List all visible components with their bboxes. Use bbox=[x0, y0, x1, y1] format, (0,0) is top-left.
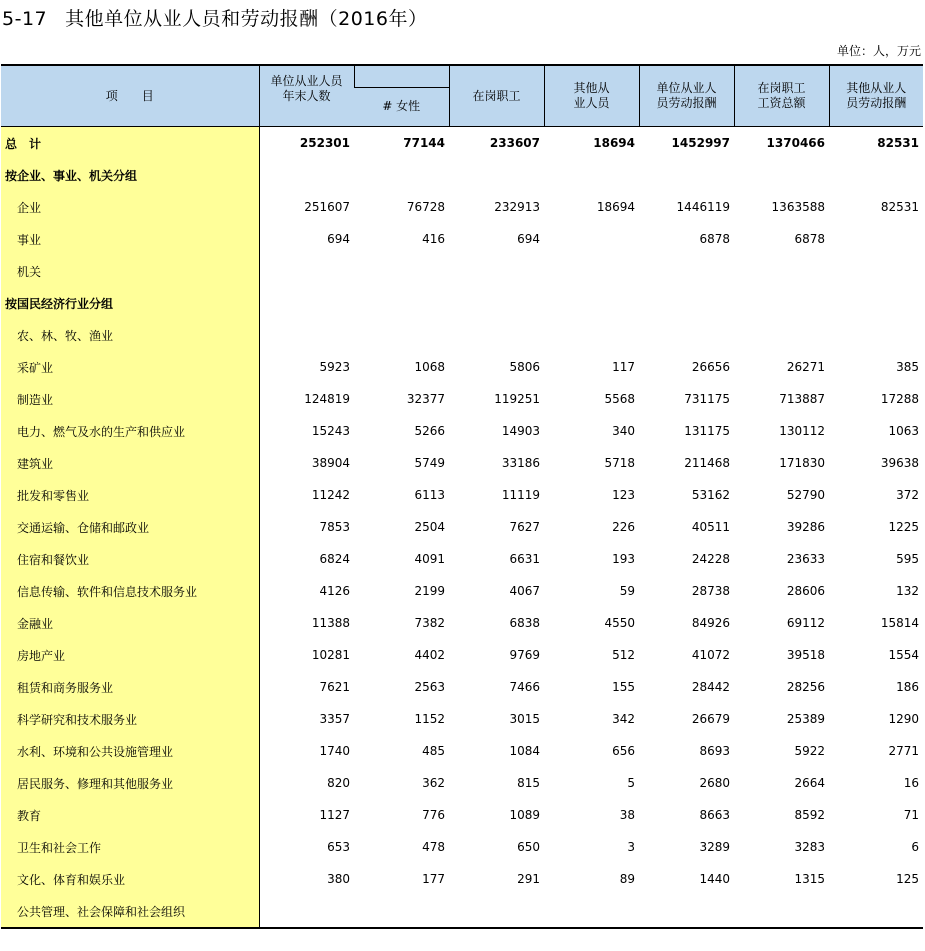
row-value bbox=[639, 895, 734, 928]
table-row bbox=[1, 735, 923, 767]
row-value: 59 bbox=[619, 584, 635, 598]
row-value: 2504 bbox=[414, 520, 445, 534]
row-value: 1440 bbox=[699, 872, 730, 886]
row-value bbox=[354, 159, 449, 191]
table-row bbox=[1, 575, 923, 607]
table-row bbox=[1, 415, 923, 447]
row-value: 1554 bbox=[888, 648, 919, 662]
row-value: 7621 bbox=[319, 680, 350, 694]
row-label: 事业 bbox=[1, 223, 259, 255]
row-value: 820 bbox=[327, 776, 350, 790]
row-value: 342 bbox=[612, 712, 635, 726]
row-value: 3015 bbox=[509, 712, 540, 726]
table-body bbox=[1, 127, 923, 929]
row-value: 41072 bbox=[691, 648, 730, 662]
row-value bbox=[639, 287, 734, 319]
row-value bbox=[734, 319, 829, 351]
header-employed bbox=[259, 65, 354, 127]
row-label: 农、林、牧、渔业 bbox=[1, 319, 259, 351]
row-value: 653 bbox=[327, 840, 350, 854]
row-value: 18694 bbox=[596, 200, 635, 214]
row-value: 24228 bbox=[691, 552, 730, 566]
row-value: 171830 bbox=[779, 456, 825, 470]
row-value: 15814 bbox=[880, 616, 919, 630]
row-value: 39518 bbox=[786, 648, 825, 662]
row-label: 交通运输、仓储和邮政业 bbox=[1, 511, 259, 543]
page-title bbox=[2, 4, 427, 31]
row-value: 1127 bbox=[319, 808, 350, 822]
table-row bbox=[1, 383, 923, 415]
header-other-line2: 业人员 bbox=[573, 96, 610, 110]
unit-note: 单位：人，万元 bbox=[836, 44, 921, 58]
row-label: 机关 bbox=[1, 255, 259, 287]
row-value: 485 bbox=[422, 744, 445, 758]
row-value: 117 bbox=[612, 360, 635, 374]
row-value bbox=[259, 255, 354, 287]
row-value: 251607 bbox=[304, 200, 350, 214]
row-label: 住宿和餐饮业 bbox=[1, 543, 259, 575]
row-value: 694 bbox=[327, 232, 350, 246]
row-value: 656 bbox=[612, 744, 635, 758]
row-value: 25389 bbox=[786, 712, 825, 726]
row-value: 5923 bbox=[319, 360, 350, 374]
row-value: 5568 bbox=[604, 392, 635, 406]
row-value: 2199 bbox=[414, 584, 445, 598]
row-value: 32377 bbox=[406, 392, 445, 406]
row-value: 291 bbox=[517, 872, 540, 886]
row-value: 69112 bbox=[786, 616, 825, 630]
row-value: 694 bbox=[517, 232, 540, 246]
row-value bbox=[829, 255, 923, 287]
header-labor bbox=[639, 65, 734, 127]
row-value: 7382 bbox=[414, 616, 445, 630]
row-value: 1089 bbox=[509, 808, 540, 822]
header-employed-line1: 单位从业人员 bbox=[270, 74, 343, 88]
table-row bbox=[1, 703, 923, 735]
row-value: 2664 bbox=[794, 776, 825, 790]
row-value: 52790 bbox=[786, 488, 825, 502]
row-value: 1084 bbox=[509, 744, 540, 758]
row-value: 3357 bbox=[319, 712, 350, 726]
row-value: 8693 bbox=[699, 744, 730, 758]
row-label: 信息传输、软件和信息技术服务业 bbox=[1, 575, 259, 607]
row-value: 26679 bbox=[691, 712, 730, 726]
row-value bbox=[829, 319, 923, 351]
row-value: 40511 bbox=[691, 520, 730, 534]
row-value: 6824 bbox=[319, 552, 350, 566]
row-value: 512 bbox=[612, 648, 635, 662]
row-label: 房地产业 bbox=[1, 639, 259, 671]
header-female-spacer bbox=[354, 65, 449, 87]
row-value: 1452997 bbox=[671, 136, 730, 150]
row-value bbox=[734, 895, 829, 928]
row-value: 18694 bbox=[593, 136, 635, 150]
row-value: 89 bbox=[619, 872, 635, 886]
table-row bbox=[1, 831, 923, 863]
row-value: 1225 bbox=[888, 520, 919, 534]
table-number: 5-17 bbox=[2, 8, 48, 30]
header-wage bbox=[734, 65, 829, 127]
table-row bbox=[1, 799, 923, 831]
row-value: 177 bbox=[422, 872, 445, 886]
table-row bbox=[1, 767, 923, 799]
row-value: 5718 bbox=[604, 456, 635, 470]
row-value bbox=[544, 287, 639, 319]
row-value: 123 bbox=[612, 488, 635, 502]
header-labor-line1: 单位从业人 bbox=[656, 81, 717, 95]
row-value: 11119 bbox=[501, 488, 540, 502]
row-label: 批发和零售业 bbox=[1, 479, 259, 511]
row-value: 3289 bbox=[699, 840, 730, 854]
row-value: 193 bbox=[612, 552, 635, 566]
row-value bbox=[829, 159, 923, 191]
header-on-post: 在岗职工 bbox=[449, 65, 544, 127]
row-value: 84926 bbox=[691, 616, 730, 630]
row-value: 211468 bbox=[684, 456, 730, 470]
row-value: 595 bbox=[896, 552, 919, 566]
row-value: 53162 bbox=[691, 488, 730, 502]
row-value bbox=[544, 223, 639, 255]
row-value bbox=[639, 255, 734, 287]
row-value: 28606 bbox=[786, 584, 825, 598]
row-value: 5749 bbox=[414, 456, 445, 470]
row-value: 14903 bbox=[501, 424, 540, 438]
row-value bbox=[544, 895, 639, 928]
row-value bbox=[259, 895, 354, 928]
row-value: 11242 bbox=[311, 488, 350, 502]
row-value bbox=[259, 319, 354, 351]
row-value: 82531 bbox=[877, 136, 919, 150]
row-value: 11388 bbox=[311, 616, 350, 630]
table-row bbox=[1, 191, 923, 223]
row-value: 713887 bbox=[779, 392, 825, 406]
row-value bbox=[449, 255, 544, 287]
row-value: 76728 bbox=[406, 200, 445, 214]
row-label: 按企业、事业、机关分组 bbox=[1, 159, 259, 191]
row-value: 1315 bbox=[794, 872, 825, 886]
row-value: 6878 bbox=[699, 232, 730, 246]
row-value: 8592 bbox=[794, 808, 825, 822]
row-label: 按国民经济行业分组 bbox=[1, 287, 259, 319]
row-label: 采矿业 bbox=[1, 351, 259, 383]
row-value: 28256 bbox=[786, 680, 825, 694]
row-value: 7853 bbox=[319, 520, 350, 534]
row-value bbox=[354, 287, 449, 319]
header-item: 项 目 bbox=[1, 65, 259, 127]
row-value: 155 bbox=[612, 680, 635, 694]
row-value: 8663 bbox=[699, 808, 730, 822]
row-value: 10281 bbox=[311, 648, 350, 662]
row-value bbox=[829, 287, 923, 319]
row-value: 3 bbox=[627, 840, 635, 854]
row-value: 38 bbox=[619, 808, 635, 822]
row-value: 28442 bbox=[691, 680, 730, 694]
row-label: 电力、燃气及水的生产和供应业 bbox=[1, 415, 259, 447]
row-value: 130112 bbox=[779, 424, 825, 438]
row-value: 1290 bbox=[888, 712, 919, 726]
row-value: 226 bbox=[612, 520, 635, 534]
row-value bbox=[829, 223, 923, 255]
table-row bbox=[1, 287, 923, 319]
row-value: 5922 bbox=[794, 744, 825, 758]
row-value: 340 bbox=[612, 424, 635, 438]
row-value: 362 bbox=[422, 776, 445, 790]
row-value: 776 bbox=[422, 808, 445, 822]
row-value: 385 bbox=[896, 360, 919, 374]
row-value bbox=[259, 159, 354, 191]
header-wage-line2: 工资总额 bbox=[757, 96, 806, 110]
header-other-line1: 其他从 bbox=[573, 81, 610, 95]
row-value: 5806 bbox=[509, 360, 540, 374]
row-value bbox=[354, 895, 449, 928]
row-value: 15243 bbox=[311, 424, 350, 438]
row-value bbox=[639, 319, 734, 351]
row-label: 租赁和商务服务业 bbox=[1, 671, 259, 703]
row-value: 416 bbox=[422, 232, 445, 246]
row-value: 6878 bbox=[794, 232, 825, 246]
row-value: 1363588 bbox=[771, 200, 825, 214]
table-row bbox=[1, 127, 923, 160]
row-value: 39638 bbox=[880, 456, 919, 470]
row-value: 124819 bbox=[304, 392, 350, 406]
row-label: 文化、体育和娱乐业 bbox=[1, 863, 259, 895]
row-value bbox=[734, 159, 829, 191]
row-value: 6838 bbox=[509, 616, 540, 630]
row-value: 6631 bbox=[509, 552, 540, 566]
row-value: 17288 bbox=[880, 392, 919, 406]
row-value: 28738 bbox=[691, 584, 730, 598]
table-row bbox=[1, 255, 923, 287]
table-row bbox=[1, 223, 923, 255]
row-value: 1068 bbox=[414, 360, 445, 374]
row-label: 金融业 bbox=[1, 607, 259, 639]
row-value: 2771 bbox=[888, 744, 919, 758]
row-value bbox=[449, 287, 544, 319]
row-value bbox=[829, 895, 923, 928]
row-value bbox=[449, 319, 544, 351]
row-value bbox=[544, 159, 639, 191]
row-label: 科学研究和技术服务业 bbox=[1, 703, 259, 735]
row-label: 公共管理、社会保障和社会组织 bbox=[1, 895, 259, 928]
row-value: 1152 bbox=[414, 712, 445, 726]
row-value: 233607 bbox=[489, 136, 540, 150]
row-value: 5266 bbox=[414, 424, 445, 438]
row-value: 39286 bbox=[786, 520, 825, 534]
row-label: 制造业 bbox=[1, 383, 259, 415]
table-row bbox=[1, 159, 923, 191]
row-value: 4402 bbox=[414, 648, 445, 662]
table-row bbox=[1, 671, 923, 703]
row-value bbox=[734, 287, 829, 319]
row-value: 1370466 bbox=[766, 136, 825, 150]
row-value bbox=[449, 159, 544, 191]
row-value: 372 bbox=[896, 488, 919, 502]
table-row bbox=[1, 639, 923, 671]
header-female: # 女性 bbox=[354, 87, 449, 127]
table-row bbox=[1, 895, 923, 928]
row-value: 4126 bbox=[319, 584, 350, 598]
row-label: 建筑业 bbox=[1, 447, 259, 479]
row-value: 131175 bbox=[684, 424, 730, 438]
row-label: 卫生和社会工作 bbox=[1, 831, 259, 863]
header-employed-line2: 年末人数 bbox=[282, 89, 331, 103]
row-label: 企业 bbox=[1, 191, 259, 223]
header-other-pay bbox=[829, 65, 923, 127]
header-other-pay-line1: 其他从业人 bbox=[846, 81, 907, 95]
row-value: 252301 bbox=[299, 136, 350, 150]
row-value: 6 bbox=[911, 840, 919, 854]
row-value: 26271 bbox=[786, 360, 825, 374]
table-row bbox=[1, 351, 923, 383]
table-row bbox=[1, 863, 923, 895]
row-value: 16 bbox=[903, 776, 919, 790]
row-value: 4550 bbox=[604, 616, 635, 630]
row-value: 26656 bbox=[691, 360, 730, 374]
row-label: 居民服务、修理和其他服务业 bbox=[1, 767, 259, 799]
row-label: 水利、环境和公共设施管理业 bbox=[1, 735, 259, 767]
row-value bbox=[259, 287, 354, 319]
row-value: 23633 bbox=[786, 552, 825, 566]
row-value bbox=[354, 255, 449, 287]
row-value: 82531 bbox=[880, 200, 919, 214]
table-row bbox=[1, 479, 923, 511]
row-value: 731175 bbox=[684, 392, 730, 406]
table-row bbox=[1, 543, 923, 575]
row-value bbox=[449, 895, 544, 928]
header-wage-line1: 在岗职工 bbox=[757, 81, 806, 95]
table-row bbox=[1, 447, 923, 479]
row-value: 7466 bbox=[509, 680, 540, 694]
row-value: 132 bbox=[896, 584, 919, 598]
row-value: 7627 bbox=[509, 520, 540, 534]
header-other bbox=[544, 65, 639, 127]
row-value: 38904 bbox=[311, 456, 350, 470]
row-value: 33186 bbox=[501, 456, 540, 470]
table-row bbox=[1, 319, 923, 351]
row-value bbox=[544, 319, 639, 351]
row-label: 教育 bbox=[1, 799, 259, 831]
row-value: 232913 bbox=[494, 200, 540, 214]
row-value: 186 bbox=[896, 680, 919, 694]
row-value: 9769 bbox=[509, 648, 540, 662]
row-value: 2680 bbox=[699, 776, 730, 790]
row-value: 478 bbox=[422, 840, 445, 854]
row-value: 4067 bbox=[509, 584, 540, 598]
row-value: 119251 bbox=[494, 392, 540, 406]
header-labor-line2: 员劳动报酬 bbox=[656, 96, 717, 110]
row-label: 总 计 bbox=[1, 127, 259, 160]
row-value: 6113 bbox=[414, 488, 445, 502]
row-value: 650 bbox=[517, 840, 540, 854]
row-value bbox=[734, 255, 829, 287]
row-value bbox=[544, 255, 639, 287]
data-table bbox=[1, 64, 923, 929]
table-row bbox=[1, 607, 923, 639]
table-title: 其他单位从业人员和劳动报酬（2016年） bbox=[65, 8, 428, 30]
row-value: 3283 bbox=[794, 840, 825, 854]
row-value: 380 bbox=[327, 872, 350, 886]
row-value: 815 bbox=[517, 776, 540, 790]
row-value: 1446119 bbox=[676, 200, 730, 214]
row-value bbox=[354, 319, 449, 351]
row-value: 5 bbox=[627, 776, 635, 790]
row-value bbox=[639, 159, 734, 191]
row-value: 1063 bbox=[888, 424, 919, 438]
row-value: 125 bbox=[896, 872, 919, 886]
table-row bbox=[1, 511, 923, 543]
row-value: 71 bbox=[903, 808, 919, 822]
row-value: 2563 bbox=[414, 680, 445, 694]
row-value: 4091 bbox=[414, 552, 445, 566]
row-value: 1740 bbox=[319, 744, 350, 758]
header-other-pay-line2: 员劳动报酬 bbox=[846, 96, 907, 110]
row-value: 77144 bbox=[403, 136, 445, 150]
